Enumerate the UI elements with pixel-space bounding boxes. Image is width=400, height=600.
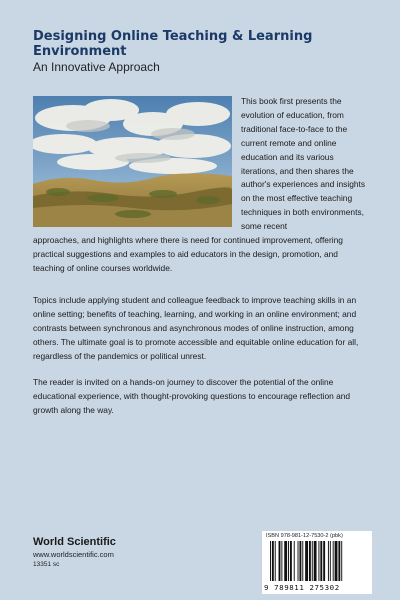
- blurb-paragraph-continued: approaches, and highlights where there is need for continued improvement, offering practical suggestions and examples to aid educators in the design, promotion, and teaching of online courses worldwide.: [33, 235, 343, 273]
- isbn-text: ISBN 978-981-12-7530-2 (pbk): [266, 533, 343, 539]
- barcode-bars-icon: [262, 541, 372, 583]
- barcode-digits: 9 789811 275302: [264, 583, 340, 592]
- barcode: [262, 531, 372, 594]
- blurb-paragraph-invitation: The reader is invited on a hands-on journey to discover the potential of the online educational experience, with thought-provoking questions to encourage reflection and growth along the way.: [33, 377, 351, 415]
- publisher-url: www.worldscientific.com: [33, 550, 114, 559]
- dunes-landscape-photo: [33, 96, 232, 227]
- blurb-paragraph-topics: Topics include applying student and colleague feedback to improve teaching skills in an online setting; benefits of teaching, learning, and working in an online environment; and contrasts between synchronous and asynchronous modes of online instruction, among others. The ultimate goal is to promote accessible and equitable online education for all, regardless of the pandemics or political unrest.: [33, 295, 359, 361]
- blurb-paragraph-start: This book first presents the evolution of education, from traditional face-to-face to the current remote and online education and its various iterations, and then shares the author's experiences and insights on the most effective teaching techniques in both environments, some recent: [241, 96, 366, 232]
- book-subtitle: An Innovative Approach: [33, 60, 160, 74]
- publisher-code: 13351 sc: [33, 561, 60, 568]
- publisher-name: World Scientific: [33, 536, 116, 548]
- book-title: Designing Online Teaching & Learning Environment: [33, 29, 313, 59]
